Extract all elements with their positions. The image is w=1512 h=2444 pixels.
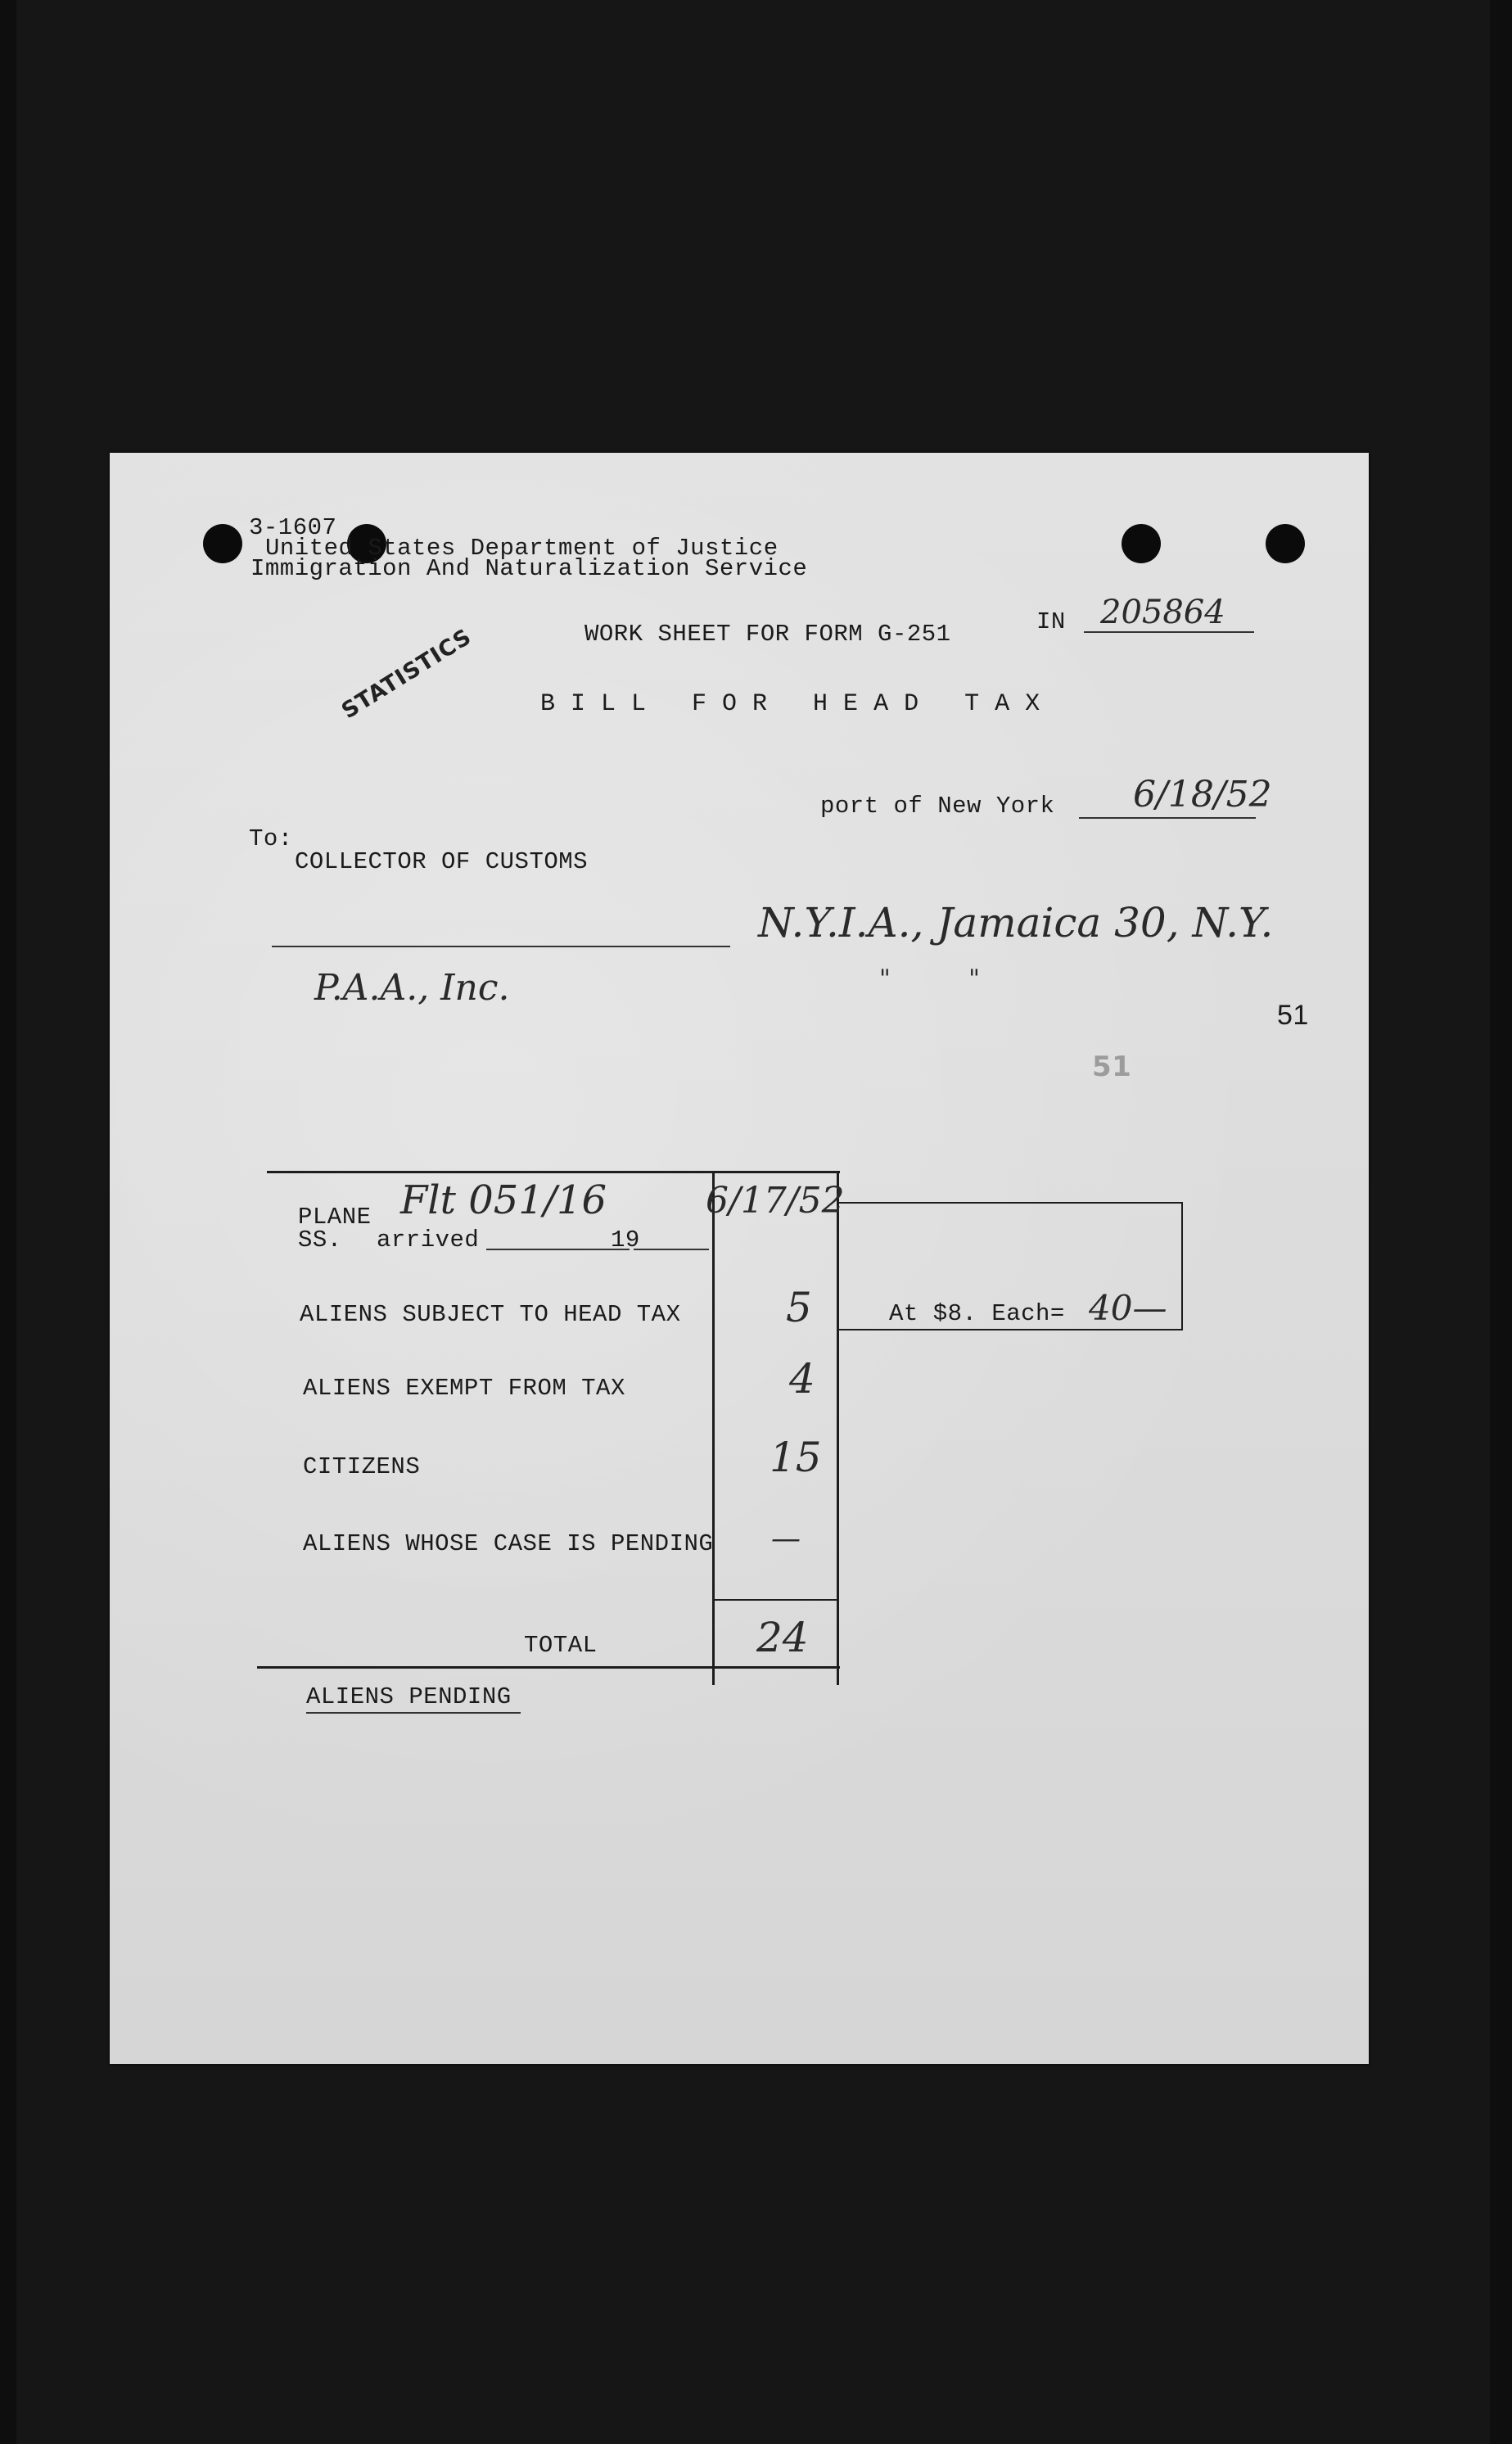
port-label: port of New York bbox=[820, 793, 1055, 820]
table-row-value: 15 bbox=[770, 1434, 822, 1481]
in-number: 205864 bbox=[1100, 594, 1225, 631]
form-number: 3-1607 bbox=[249, 514, 337, 541]
statistics-stamp: STATISTICS bbox=[337, 624, 476, 725]
ditto-marks: " " bbox=[879, 964, 980, 993]
rate-amount: 40— bbox=[1089, 1288, 1167, 1328]
bill-title: B I L L F O R H E A D T A X bbox=[540, 690, 1040, 718]
punch-hole bbox=[203, 524, 242, 563]
table-row-label: ALIENS SUBJECT TO HEAD TAX bbox=[300, 1301, 681, 1328]
table-row-value: — bbox=[771, 1522, 801, 1556]
agency-line-1: United States Department of Justice bbox=[265, 535, 779, 562]
aliens-pending-heading: ALIENS PENDING bbox=[306, 1683, 512, 1710]
rate-box-bottom bbox=[839, 1329, 1183, 1330]
total-value: 24 bbox=[756, 1614, 809, 1661]
arrived-label: arrived bbox=[377, 1227, 480, 1254]
aliens-pending-underline bbox=[306, 1712, 521, 1714]
in-number-rule bbox=[1084, 631, 1254, 633]
punch-hole bbox=[1122, 524, 1161, 563]
in-label: IN bbox=[1036, 608, 1066, 635]
page-number: 51 bbox=[1277, 1000, 1309, 1031]
port-date: 6/18/52 bbox=[1133, 774, 1272, 815]
year-prefix: 19 bbox=[611, 1227, 640, 1254]
count-column-divider bbox=[712, 1171, 715, 1685]
agency-line-2: Immigration And Naturalization Service bbox=[250, 555, 808, 582]
table-bottom-rule bbox=[257, 1666, 840, 1669]
arrived-rule bbox=[486, 1249, 630, 1250]
address-handwritten: N.Y.I.A., Jamaica 30, N.Y. bbox=[758, 899, 1274, 946]
table-row-value: 5 bbox=[786, 1284, 812, 1331]
rate-box-top bbox=[839, 1202, 1183, 1204]
table-top-rule bbox=[267, 1171, 840, 1173]
document-sheet bbox=[110, 453, 1369, 2064]
ss-label: SS. bbox=[298, 1227, 342, 1254]
punch-hole bbox=[1266, 524, 1305, 563]
table-row-label: ALIENS WHOSE CASE IS PENDING bbox=[303, 1530, 714, 1557]
worksheet-title: WORK SHEET FOR FORM G-251 bbox=[584, 621, 951, 648]
faint-stamp-number: 51 bbox=[1092, 1050, 1132, 1083]
flight-number: Flt 051/16 bbox=[400, 1177, 607, 1223]
total-label: TOTAL bbox=[524, 1632, 598, 1659]
collector-of-customs: COLLECTOR OF CUSTOMS bbox=[295, 848, 589, 875]
table-row-value: 4 bbox=[789, 1355, 815, 1403]
arrival-date: 6/17/52 bbox=[706, 1180, 845, 1222]
table-right-border bbox=[837, 1171, 839, 1685]
year-rule bbox=[634, 1249, 709, 1250]
company-handwritten: P.A.A., Inc. bbox=[314, 967, 510, 1009]
total-separator-rule bbox=[712, 1599, 839, 1601]
table-row-label: CITIZENS bbox=[303, 1453, 421, 1480]
rate-box-right bbox=[1181, 1202, 1183, 1330]
to-label: To: bbox=[249, 825, 293, 852]
rate-text: At $8. Each= bbox=[889, 1300, 1065, 1327]
port-date-rule bbox=[1079, 817, 1256, 819]
plane-label: PLANE bbox=[298, 1204, 372, 1231]
address-blank-rule bbox=[272, 946, 730, 947]
table-row-label: ALIENS EXEMPT FROM TAX bbox=[303, 1375, 625, 1402]
